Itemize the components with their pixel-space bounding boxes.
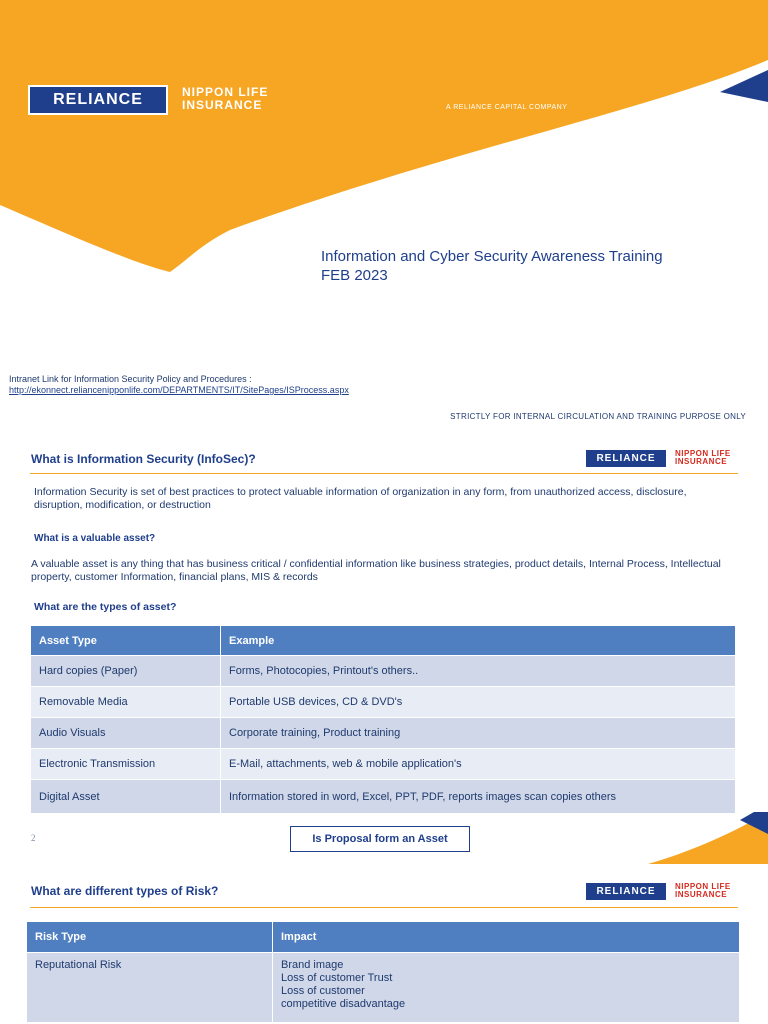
table-header-row	[31, 626, 736, 656]
circulation-note: STRICTLY FOR INTERNAL CIRCULATION AND TRAINING PURPOSE ONLY	[450, 412, 746, 421]
cell-asset-type: Electronic Transmission	[31, 749, 221, 780]
heading-divider	[30, 907, 738, 908]
reliance-logo: RELIANCE	[28, 85, 168, 115]
tagline: A RELIANCE CAPITAL COMPANY	[446, 104, 568, 111]
infosec-definition: Information Security is set of best practices to protect valuable information of organization in any form, from unauthorized access, disclosure, disruption, modification, or destruction	[34, 486, 687, 511]
valuable-asset-answer: A valuable asset is any thing that has business critical / confidential information like business strategies, product details, Internal Process, Intellectual property, customer Information, financial plans, MIS & records	[31, 558, 721, 583]
table-row	[27, 953, 740, 1023]
col-header-impact: Impact	[273, 922, 740, 953]
impact-item: Loss of customer	[281, 985, 365, 997]
cell-asset-type: Removable Media	[31, 687, 221, 718]
cell-example: Information stored in word, Excel, PPT, PDF, reports images scan copies others	[221, 780, 736, 814]
nippon-line1: NIPPON LIFE	[675, 449, 731, 458]
cell-asset-type: Audio Visuals	[31, 718, 221, 749]
table-row	[31, 687, 736, 718]
cell-asset-type: Hard copies (Paper)	[31, 656, 221, 687]
title-line2: FEB 2023	[321, 267, 388, 284]
nippon-life-logo	[675, 883, 731, 900]
cell-impact	[273, 953, 740, 1023]
risk-types-table	[26, 921, 740, 1023]
slide-title	[0, 0, 768, 432]
question-asset-types: What are the types of asset?	[34, 601, 177, 613]
asset-types-table	[30, 625, 736, 814]
impact-item: Brand image	[281, 959, 344, 971]
intranet-label: Intranet Link for Information Security Policy and Procedures :	[9, 374, 252, 384]
title-line1: Information and Cyber Security Awareness Training	[321, 248, 663, 265]
proposal-asset-button[interactable]: Is Proposal form an Asset	[290, 826, 470, 852]
intranet-info	[9, 374, 349, 396]
table-header-row	[27, 922, 740, 953]
cell-example: Forms, Photocopies, Printout's others..	[221, 656, 736, 687]
table-row	[31, 749, 736, 780]
table-row	[31, 718, 736, 749]
table-row	[31, 780, 736, 814]
orange-swoosh	[0, 0, 768, 432]
slide-infosec	[0, 432, 768, 864]
col-header-example: Example	[221, 626, 736, 656]
slide-heading: What is Information Security (InfoSec)?	[31, 452, 256, 466]
cell-example: Portable USB devices, CD & DVD's	[221, 687, 736, 718]
table-row	[31, 656, 736, 687]
presentation-title	[321, 247, 663, 285]
nippon-line2: INSURANCE	[675, 890, 728, 900]
cell-asset-type: Digital Asset	[31, 780, 221, 814]
nippon-life-logo	[182, 86, 268, 111]
nippon-line2: INSURANCE	[182, 97, 263, 112]
question-valuable-asset: What is a valuable asset?	[34, 533, 156, 544]
intranet-link[interactable]: http://ekonnect.reliancenipponlife.com/DEPARTMENTS/IT/SitePages/ISProcess.aspx	[9, 385, 349, 395]
heading-divider	[30, 473, 738, 474]
cell-example: E-Mail, attachments, web & mobile application's	[221, 749, 736, 780]
col-header-risk-type: Risk Type	[27, 922, 273, 953]
corner-accent	[640, 812, 768, 864]
impact-item: competitive disadvantage	[281, 998, 406, 1010]
impact-item: Loss of customer Trust	[281, 972, 393, 984]
page-number: 2	[31, 833, 36, 843]
cell-example: Corporate training, Product training	[221, 718, 736, 749]
col-header-asset-type: Asset Type	[31, 626, 221, 656]
nippon-line2: INSURANCE	[675, 457, 728, 467]
slide-risk-types	[0, 864, 768, 1024]
nippon-life-logo	[675, 450, 731, 467]
reliance-logo: RELIANCE	[586, 883, 666, 900]
cell-risk-type: Reputational Risk	[27, 953, 273, 1023]
reliance-logo: RELIANCE	[586, 450, 666, 467]
slide-heading: What are different types of Risk?	[31, 884, 219, 898]
nippon-line1: NIPPON LIFE	[182, 85, 269, 99]
nippon-line1: NIPPON LIFE	[675, 882, 731, 891]
